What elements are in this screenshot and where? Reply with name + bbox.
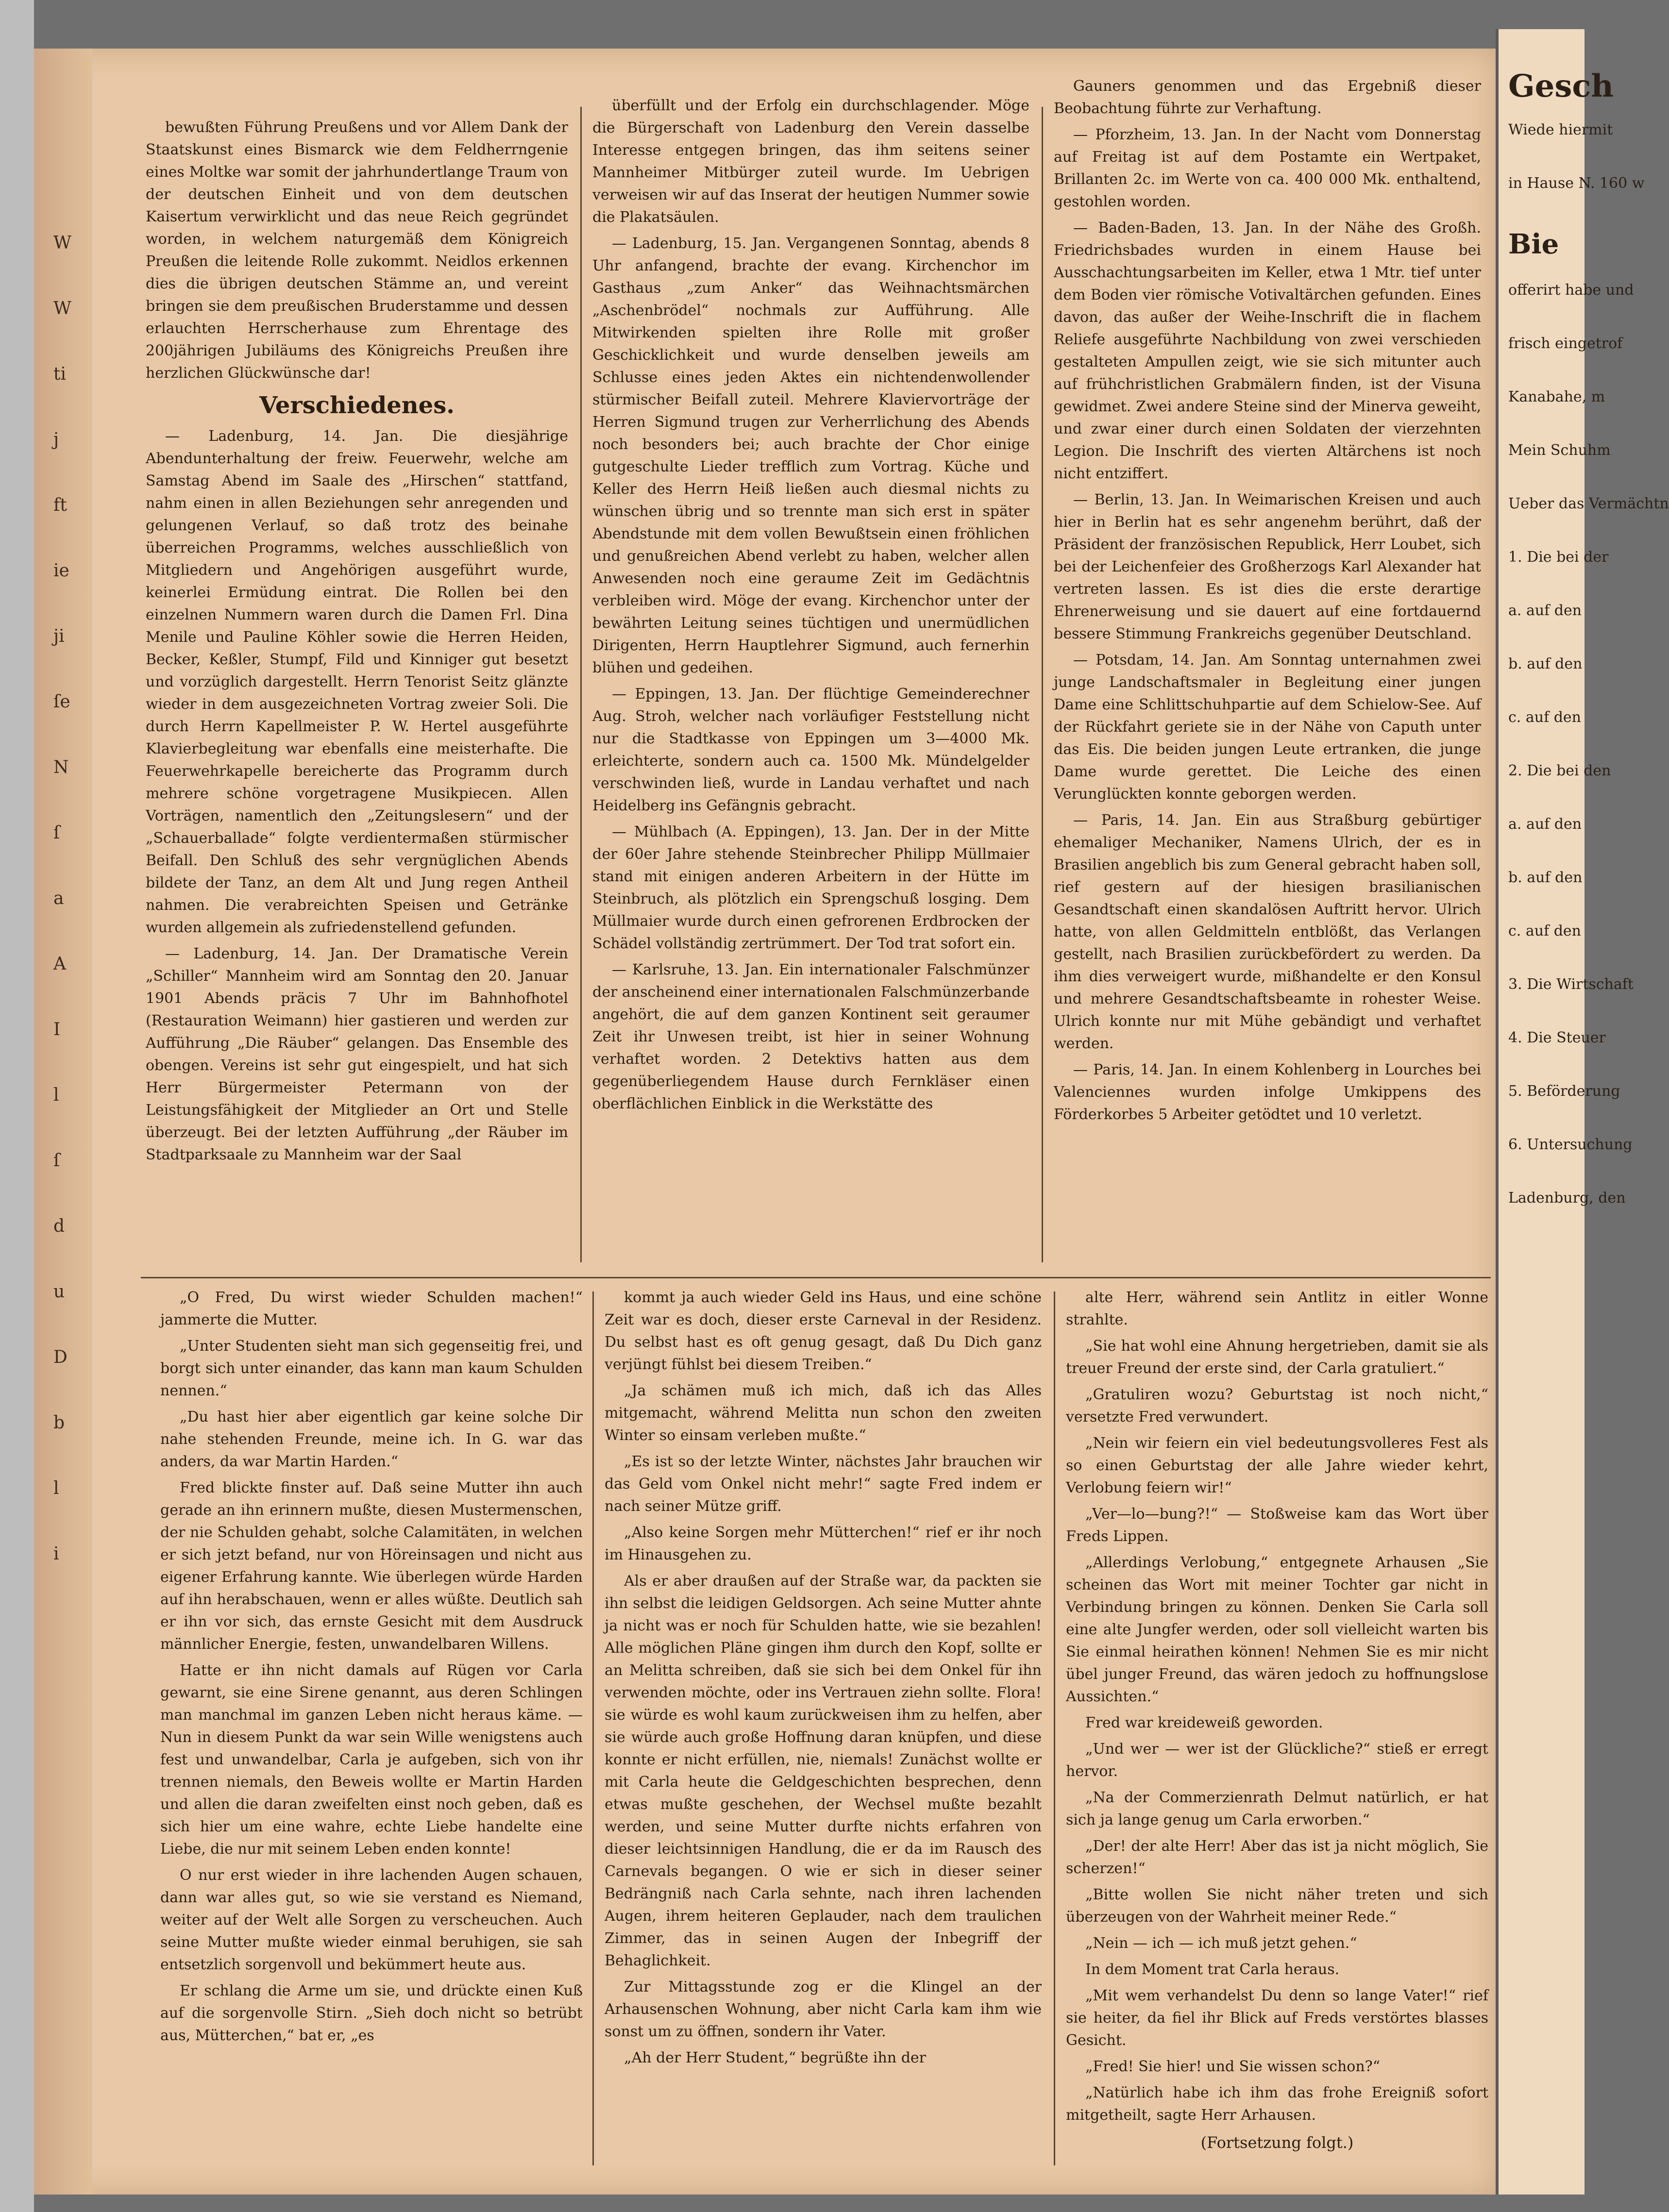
gutter-fragment: D	[53, 1347, 67, 1367]
adjacent-page-fragment: a. auf den	[1508, 816, 1582, 833]
serial-paragraph: Fred war kreideweiß geworden.	[1085, 1714, 1323, 1731]
column-divider	[592, 1291, 594, 2165]
adjacent-page-fragment: 5. Beförderung	[1508, 1083, 1620, 1100]
gutter-fragment: d	[53, 1216, 65, 1236]
news-item: — Paris, 14. Jan. Ein aus Straßburg gebürtiger ehemaliger Mechaniker, Namens Ulrich, der es in Brasilien angeblich bis zum General gebracht haben soll, rief gestern auf der hiesigen brasilianischen Gesandtschaft einen skandalösen Auftritt hervor. Ulrich hatte, von allen Geldmitteln entblößt, das Verlangen gestellt, nach Brasilien zurückbefördert zu werden. Da ihm dies verweigert wurde, mißhandelte er den Konsul und mehrere Gesandtschaftsbeamte in rohester Weise. Ulrich konnte nur mit Mühe gebändigt und verhaftet werden.	[1054, 812, 1481, 1052]
serial-paragraph: „O Fred, Du wirst wieder Schulden machen!“ jammerte die Mutter.	[160, 1289, 583, 1328]
serial-paragraph: „Also keine Sorgen mehr Mütterchen!“ rief er ihr noch im Hinausgehen zu.	[605, 1524, 1042, 1563]
adjacent-page-fragment: Kanabahe, m	[1508, 388, 1605, 405]
gutter-fragment: b	[53, 1413, 65, 1433]
serial-paragraph: alte Herr, während sein Antlitz in eitler Wonne strahlte.	[1066, 1289, 1488, 1328]
serial-paragraph: Er schlang die Arme um sie, und drückte einen Kuß auf die sorgenvolle Stirn. „Sieh doch nicht so betrübt aus, Mütterchen,“ bat er, „es	[160, 1982, 583, 2044]
adjacent-page-fragment: c. auf den	[1508, 709, 1581, 726]
continued-note: (Fortsetzung folgt.)	[1200, 2133, 1354, 2152]
lower-column-2	[605, 1287, 1042, 2073]
news-item: — Pforzheim, 13. Jan. In der Nacht vom Donnerstag auf Freitag ist auf dem Postamte ein Wertpaket, Brillanten 2c. im Werte von ca. 400 000 Mk. enthaltend, gestohlen worden.	[1054, 126, 1481, 210]
news-item: — Ladenburg, 15. Jan. Vergangenen Sonntag, abends 8 Uhr anfangend, brachte der evang. Kirchenchor im Gasthaus „zum Anker“ das Weihnachtsmärchen „Aschenbrödel“ nochmals zur Aufführung. Alle Mitwirkenden spielten ihre Rolle mit großer Geschicklichkeit und wurde denselben jeweils am Schlusse eines jeden Aktes ein nichtendenwollender stürmischer Beifall zuteil. Mehrere Klaviervorträge der Herren Sigmund trugen zur Verherrlichung des Abends noch besonders bei; auch brachte der Chor einige gutgeschulte Lieder trefflich zum Vortrag. Küche und Keller des Herrn Heiß ließen auch diesmal nichts zu wünschen übrig und so trennte man sich erst in später Abendstunde mit dem vollen Bewußtsein einen fröhlichen und genußreichen Abend verlebt zu haben, welcher allen Anwesenden noch eine geraume Zeit im Gedächtnis verbleiben wird. Möge der evang. Kirchenchor unter der bewährten Leitung seines tüchtigen und unermüdlichen Dirigenten, Herrn Hauptlehrer Sigmund, auch fernerhin blühen und gedeihen.	[592, 235, 1029, 676]
serial-paragraph: „Natürlich habe ich ihm das frohe Ereigniß sofort mitgetheilt, sagte Herr Arhausen.	[1066, 2084, 1488, 2124]
gutter-fragment: N	[53, 757, 69, 777]
news-item: Gauners genommen und das Ergebniß dieser Beobachtung führte zur Verhaftung.	[1054, 78, 1481, 117]
adjacent-page-fragment: Bie	[1508, 228, 1559, 260]
newspaper-page	[34, 49, 1496, 2195]
serial-paragraph: Als er aber draußen auf der Straße war, da packten sie ihn selbst die leidigen Geldsorgen. Ach seine Mutter ahnte ja nicht was er noch für Schulden hatte, wie sie bezahlen! Alle möglichen Pläne gingen ihm durch den Kopf, sollte er an Melitta schreiben, daß sie sich bei dem Onkel für ihn verwenden möchte, oder ins Vertrauen ziehn sollte. Flora! sie würde es wohl kaum zurückweisen ihm zu helfen, aber sie würde auch große Hoffnung daran knüpfen, und diese konnte er nicht erfüllen, nie, niemals! Zunächst wollte er mit Carla heute die Geldgeschichten besprechen, denn etwas mußte geschehen, der Wechsel mußte bezahlt werden, und seine Mutter durfte nichts erfahren von dieser leichtsinnigen Handlung, die er da im Rausch des Carnevals begangen. O wie er sich in dieser seiner Bedrängniß nach Carla sehnte, nach ihren lachenden Augen, ihrem heiteren Geplauder, nach dem traulichen Zimmer, das in seinen Augen der Inbegriff der Behaglichkeit.	[605, 1573, 1042, 1969]
serial-paragraph: „Sie hat wohl eine Ahnung hergetrieben, damit sie als treuer Freund der erste sind, der Carla gratuliert.“	[1066, 1338, 1488, 1377]
adjacent-page-fragment: 3. Die Wirtschaft	[1508, 976, 1634, 993]
section-divider	[141, 1277, 1491, 1278]
upper-column-3	[1054, 75, 1481, 1130]
news-item: — Mühlbach (A. Eppingen), 13. Jan. Der in der Mitte der 60er Jahre stehende Steinbrecher Philipp Müllmaier stand mit einigen anderen Arbeitern in der Hütte im Steinbruch, als plötzlich ein Sprengschuß losging. Dem Müllmaier wurde durch einen gefrorenen Erdbrocken der Schädel vollständig zertrümmert. Der Tod trat sofort ein.	[592, 823, 1029, 952]
news-item: — Potsdam, 14. Jan. Am Sonntag unternahmen zwei junge Landschaftsmaler in Begleitung einer jungen Dame eine Schlittschuhpartie auf dem Schielow-See. Auf der Rückfahrt geriete sie in der Nähe von Caputh unter das Eis. Die beiden jungen Leute ertranken, die junge Dame wurde gerettet. Die Leiche des einen Verunglückten konnte geborgen werden.	[1054, 652, 1481, 803]
adjacent-page-fragment: b. auf den	[1508, 655, 1583, 672]
news-item: — Karlsruhe, 13. Jan. Ein internationaler Falschmünzer der anscheinend einer internationalen Falschmünzerbande angehört, die auf dem ganzen Kontinent seit geraumer Zeit ihr Unwesen treibt, ist hier in seiner Wohnung verhaftet worden. 2 Detektivs hatten aus dem gegenüberliegendem Hause durch Fernkläser einen oberflächlichen Einblick in die Werkstätte des	[592, 961, 1029, 1112]
serial-paragraph: Fred blickte finster auf. Daß seine Mutter ihn auch gerade an ihn erinnern mußte, diesen Mustermenschen, der nie Schulden gehabt, solche Calamitäten, in welchen er sich jetzt befand, nur von Höreinsagen und nicht aus eigener Erfahrung kannte. Wie überlegen würde Harden auf ihn herabschauen, wenn er alles wüßte. Deutlich sah er ihn vor sich, das ernste Gesicht mit dem Ausdruck männlicher Energie, festen, unwandelbaren Willens.	[160, 1479, 583, 1653]
adjacent-page-edge	[1496, 29, 1669, 2195]
serial-paragraph: „Bitte wollen Sie nicht näher treten und sich überzeugen von der Wahrheit meiner Rede.“	[1066, 1886, 1488, 1926]
gutter-fragment: j	[53, 430, 59, 450]
serial-paragraph: „Der! der alte Herr! Aber das ist ja nicht möglich, Sie scherzen!“	[1066, 1838, 1488, 1877]
serial-paragraph: „Fred! Sie hier! und Sie wissen schon?“	[1085, 2058, 1381, 2075]
serial-paragraph: „Ver—lo—bung?!“ — Stoßweise kam das Wort über Freds Lippen.	[1066, 1506, 1488, 1545]
serial-paragraph: „Gratuliren wozu? Geburtstag ist noch nicht,“ versetzte Fred verwundert.	[1066, 1386, 1488, 1425]
adjacent-page-fragment: b. auf den	[1508, 869, 1583, 886]
gutter-fragment: ft	[53, 495, 67, 515]
lower-column-1	[160, 1287, 583, 2051]
adjacent-page-fragment: 1. Die bei der	[1508, 549, 1609, 566]
column-divider	[1042, 107, 1043, 1262]
serial-paragraph: „Du hast hier aber eigentlich gar keine solche Dir nahe stehenden Freunde, meine ich. In G. war das anders, da war Martin Harden.“	[160, 1408, 583, 1470]
gutter-fragment: ie	[53, 561, 69, 581]
news-item: — Berlin, 13. Jan. In Weimarischen Kreisen und auch hier in Berlin hat es sehr angenehm berührt, daß der Präsident der französischen Republick, Herr Loubet, sich bei der Leichenfeier des Großherzogs Karl Alexander hat vertreten lassen. Es ist dies die erste derartige Ehrenerweisung und sie dauert auf eine fortdauernd bessere Stimmung Frankreichs gegenüber Deutschland.	[1054, 491, 1481, 642]
serial-paragraph: „Nein — ich — ich muß jetzt gehen.“	[1085, 1935, 1357, 1952]
gutter-fragment: ti	[53, 364, 66, 384]
news-item: — Ladenburg, 14. Jan. Die diesjährige Abendunterhaltung der freiw. Feuerwehr, welche am Samstag Abend im Saale des „Hirschen“ stattfand, nahm einen in allen Beziehungen sehr anregenden und gelungenen Verlauf, so daß trotz des beinahe überreichen Programms, welches ausschließlich von Mitgliedern und Angehörigen ausgeführt wurde, keinerlei Ermüdung eintrat. Die Rollen bei den einzelnen Nummern waren durch die Damen Frl. Dina Menile und Pauline Köhler sowie die Herren Heiden, Becker, Keßler, Stumpf, Fild und Kinniger gut besetzt und vorzüglich dargestellt. Herrn Tenorist Seitz glänzte wieder in dem ausgezeichneten Vortrag zweier Soli. Die durch Herrn Kapellmeister P. W. Hertel ausgeführte Klavierbegleitung war ebenfalls eine meisterhafte. Die Feuerwehrkapelle bereicherte das Programm durch mehrere schöne vorgetragene Musikpiecen. Allen Vorträgen, namentlich den „Zeitungslesern“ und der „Schauerballade“ folgte verdientermaßen stürmischer Beifall. Den Schluß des sehr vergnüglichen Abends bildete der Tanz, an dem Alt und Jung regen Antheil nahmen. Die verabreichten Speisen und Getränke wurden allgemein als zufriedenstellend gefunden.	[146, 428, 568, 936]
serial-paragraph: O nur erst wieder in ihre lachenden Augen schauen, dann war alles gut, so wie sie verstand es Niemand, weiter auf der Welt alle Sorgen zu verscheuchen. Auch seine Mutter mußte wieder einmal beruhigen, sie sah entsetzlich sorgenvoll und bekümmert heute aus.	[160, 1867, 583, 1973]
adjacent-page-fragment: Gesch	[1508, 68, 1614, 104]
gutter-fragment: a	[53, 888, 64, 908]
serial-paragraph: In dem Moment trat Carla heraus.	[1085, 1961, 1340, 1978]
adjacent-page-fragment: in Hause N. 160 w	[1508, 175, 1645, 192]
adjacent-page-fragment: 4. Die Steuer	[1508, 1029, 1606, 1046]
adjacent-page-fragment: Wiede hiermit	[1508, 121, 1613, 138]
column-divider	[580, 107, 582, 1262]
section-heading: Verschiedenes.	[259, 392, 455, 419]
adjacent-page-fragment: 2. Die bei den	[1508, 762, 1611, 779]
adjacent-page-fragment: Mein Schuhm	[1508, 442, 1611, 459]
serial-paragraph: Zur Mittagsstunde zog er die Klingel an der Arhausenschen Wohnung, aber nicht Carla kam ihm wie sonst um zu öffnen, sondern ihr Vater.	[605, 1978, 1042, 2040]
adjacent-page-fragment: a. auf den	[1508, 602, 1582, 619]
gutter-fragment: l	[53, 1085, 59, 1105]
serial-paragraph: „Ja schämen muß ich mich, daß ich das Alles mitgemacht, während Melitta nun schon den zweiten Winter so einsam verleben mußte.“	[605, 1382, 1042, 1444]
gutter-fragment: W	[53, 233, 72, 253]
serial-paragraph: „Unter Studenten sieht man sich gegenseitig frei, und borgt sich unter einander, das kann man kaum Schulden nennen.“	[160, 1338, 583, 1399]
gutter-fragment: A	[53, 954, 66, 974]
adjacent-page-fragment: Ladenburg, den	[1508, 1190, 1626, 1207]
serial-paragraph: „Und wer — wer ist der Glückliche?“ stieß er erregt hervor.	[1066, 1741, 1488, 1780]
gutter-fragment: W	[53, 299, 72, 318]
adjacent-page-fragment: frisch eingetrof	[1508, 335, 1623, 352]
news-item: — Eppingen, 13. Jan. Der flüchtige Gemeinderechner Aug. Stroh, welcher nach vorläufiger Feststellung nicht nur die Stadtkasse von Eppingen um 3—4000 Mk. erleichterte, sondern auch ca. 1500 Mk. Mündelgelder verschwinden ließ, wurde in Landau verhaftet und nach Heidelberg ins Gefängnis gebracht.	[592, 686, 1029, 814]
gutter-fragment: I	[53, 1020, 61, 1039]
left-gutter	[34, 49, 92, 2195]
upper-column-2	[592, 95, 1029, 1119]
serial-paragraph: kommt ja auch wieder Geld ins Haus, und eine schöne Zeit war es doch, dieser erste Carneval in der Residenz. Du selbst hast es oft genug gesagt, daß Du Dich ganz verjüngt fühlst bei diesem Treiben.“	[605, 1289, 1042, 1373]
news-item: — Paris, 14. Jan. In einem Kohlenberg in Lourches bei Valenciennes wurden infolge Umkippens des Förderkorbes 5 Arbeiter getödtet und 10 verletzt.	[1054, 1061, 1481, 1123]
binder-edge	[0, 0, 34, 2212]
news-item: überfüllt und der Erfolg ein durchschlagender. Möge die Bürgerschaft von Ladenburg den Verein dasselbe Interesse entgegen bringen, das ihm seitens seiner Mannheimer Mitbürger zuteil wurde. Im Uebrigen verweisen wir auf das Inserat der heutigen Nummer sowie die Plakatsäulen.	[592, 97, 1029, 226]
serial-paragraph: „Na der Commerzienrath Delmut natürlich, er hat sich ja lange genug um Carla erworben.“	[1066, 1789, 1488, 1828]
column-divider	[1054, 1291, 1055, 2165]
adjacent-page-fragment: Ueber das Vermächtn	[1508, 495, 1669, 512]
serial-paragraph: „Mit wem verhandelst Du denn so lange Vater!“ rief sie heiter, da fiel ihr Blick auf Freds verstörtes blasses Gesicht.	[1066, 1987, 1488, 2049]
upper-column-1	[146, 117, 568, 1170]
serial-paragraph: „Ah der Herr Student,“ begrüßte ihn der	[624, 2049, 926, 2066]
adjacent-page-fragment: offerirt habe und	[1508, 282, 1634, 299]
gutter-fragment: ſ	[53, 823, 60, 843]
news-item: — Baden-Baden, 13. Jan. In der Nähe des Großh. Friedrichsbades wurden in einem Hause bei Ausschachtungsarbeiten im Keller, etwa 1 Mtr. tief unter dem Boden vier römische Votivaltärchen gefunden. Eines davon, das außer der Weihe-Inschrift die in flachem Reliefe ausgeführte Nachbildung von zwei verschieden gestalteten Ampullen zeigt, wie sie sich mitunter auch auf frühchristlichen Grabmälern finden, ist der Visuna gewidmet. Zwei andere Steine sind der Minerva geweiht, und zwar einer durch einen Soldaten der vierzehnten Legion. Die Inschrift des vierten Altärchens ist noch nicht entziffert.	[1054, 219, 1481, 482]
serial-paragraph: „Allerdings Verlobung,“ entgegnete Arhausen „Sie scheinen das Wort mit meiner Tochter gar nicht in Verbindung bringen zu können. Denken Sie Carla soll eine alte Jungfer werden, oder soll vielleicht warten bis Sie einmal heirathen können! Nehmen Sie es mir nicht übel junger Freund, das wären jedoch zu hoffnungslose Aussichten.“	[1066, 1554, 1488, 1705]
adjacent-page-fragment: c. auf den	[1508, 922, 1581, 939]
gutter-fragment: l	[53, 1478, 59, 1498]
gutter-fragment: ji	[53, 626, 65, 646]
news-item: — Ladenburg, 14. Jan. Der Dramatische Verein „Schiller“ Mannheim wird am Sonntag den 20. Januar 1901 Abends präcis 7 Uhr im Bahnhofhotel (Restauration Weimann) hier gastieren und werden zur Aufführung „Die Räuber“ gelangen. Das Ensemble des obengen. Vereins ist sehr gut eingespielt, und hat sich Herr Bürgermeister Petermann von der Leistungsfähigkeit der Mitglieder an Ort und Stelle überzeugt. Bei der letzten Aufführung „der Räuber im Stadtparksaale zu Mannheim war der Saal	[146, 945, 568, 1163]
lower-column-3	[1066, 1287, 1488, 2158]
gutter-fragment: u	[53, 1282, 65, 1302]
gutter-fragment: ſe	[53, 692, 70, 712]
serial-paragraph: „Nein wir feiern ein viel bedeutungsvolleres Fest als so einen Geburtstag der alle Jahre wieder kehrt, Verlobung feiern wir!“	[1066, 1435, 1488, 1496]
serial-paragraph: „Es ist so der letzte Winter, nächstes Jahr brauchen wir das Geld vom Onkel nicht mehr!“ sagte Fred indem er nach seiner Mütze griff.	[605, 1453, 1042, 1515]
gutter-fragment: ſ	[53, 1151, 60, 1171]
gutter-fragment: i	[53, 1544, 59, 1564]
adjacent-page-fragment: 6. Untersuchung	[1508, 1136, 1633, 1153]
serial-paragraph: Hatte er ihn nicht damals auf Rügen vor Carla gewarnt, sie eine Sirene genannt, aus deren Schlingen man manchmal im ganzen Leben nicht heraus käme. — Nun in diesem Punkt da war sein Wille wenigstens auch fest und unwandelbar, Carla je aufgeben, sich von ihr trennen niemals, den Beweis wollte er Martin Harden und allen die daran zweifelten einst noch geben, daß es sich hier um eine wahre, echte Liebe handelte eine Liebe, die nur mit seinem Leben enden konnte!	[160, 1662, 583, 1858]
article-paragraph: bewußten Führung Preußens und vor Allem Dank der Staatskunst eines Bismarck wie dem Feldherrngenie eines Moltke war somit der jahrhundertlange Traum von der deutschen Einheit und von dem deutschen Kaisertum verwirklicht und das neue Reich gegründet worden, in welchem naturgemäß dem Königreich Preußen die leitende Rolle zukommt. Neidlos erkennen dies die übrigen deutschen Stämme an, und vereint bringen sie dem preußischen Bruderstamme und dessen erlauchten Herrscherhause zum Ehrentage des 200jährigen Jubiläums des Königreichs Preußen ihre herzlichen Glückwünsche dar!	[146, 119, 568, 382]
